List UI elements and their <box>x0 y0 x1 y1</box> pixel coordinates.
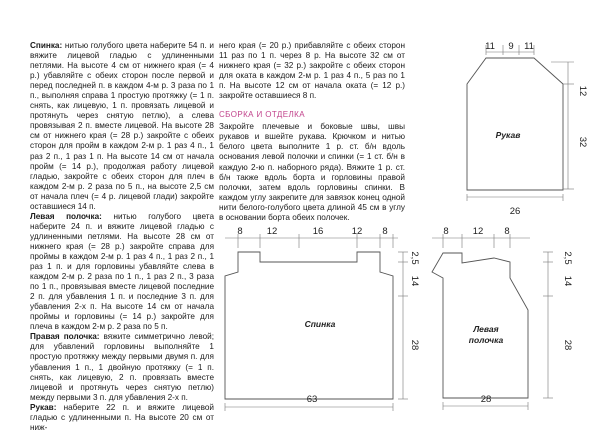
sleeve-dim-right-1: 12 <box>577 85 588 97</box>
back-dim-top-3: 16 <box>312 226 324 237</box>
paragraph-text: нитью голубого цвета наберите 54 п. и вяжите лицевой гладью с удлиненными петлями. На высоте 4 см от нижнего края (= 4 р.) убавляйте с обеих сторон после первой и перед последней п. в каждом 4-м р. 3 раза по 1 п., выполняя справа 1 простую протяжку (= 1 п. снять, как лицевую, 1 п. провязать лицевой и протянуть через снятую петлю), а слева провязывая 2 п. вместе лицевой. На высоте 28 см от нижнего края (= 28 р.) закройте с обеих сторон для пройм в каждом 2-м р. 1 раз 4 п., 1 раз 2 п., 1 раз 1 п. На высоте 14 см от начала пройм (= 14 р.), продолжая работу лицевой гладью, закройте с обеих сторон для плеч в каждом 2-м р. 2 раза по 5 п., на высоте 2,5 см от начала плеч (= 4 р. лицевой глади) закройте оставшиеся 14 п. <box>30 41 214 211</box>
paragraph-text: нитью голубого цвета наберите 24 п. и вяжите лицевой гладью с удлиненными петлями. На высоте 28 см от нижнего края (= 28 р.) закройте справа для проймы в каждом 2-м р. 1 раз 4 п., 1 раз 2 п., 1 раз 1 п. и для горловины убавляйте слева в каждом 2-м р. 2 раза по 1 п., 1 раз 2 п., 3 раза по 1 п., провязывая вместе лицевой последние 2 п. для убавления 1 п. и последние 3 п. для убавления 2-х п. На высоте 14 см от начала проймы и горловины (= 14 р.) закройте для плеча в каждом 2-м р. 2 раза по 5 п. <box>30 211 215 332</box>
sleeve-dim-top-2: 9 <box>508 41 514 52</box>
back-dim-top-5: 8 <box>382 226 388 237</box>
paragraph-text: него края (= 20 р.) прибавляйте с обеих сторон 11 раз по 1 п. через 8 р. На высоте 32 см от нижнего края (= 32 р.) закройте с обеих сторон для оката в каждом 2-м р. 1 раз 4 п., 5 раз по 1 п. На высоте 12 см от начала оката (= 12 р.) закройте оставшиеся 8 п. <box>219 41 405 101</box>
paragraph-heading: Спинка: <box>30 41 63 50</box>
back-dim-top-4: 12 <box>351 226 363 237</box>
front-label <box>469 324 504 345</box>
sleeve-shape <box>467 58 563 190</box>
back-dim-top-1: 8 <box>237 226 243 237</box>
paragraph-heading: Левая полочка: <box>30 211 102 221</box>
sleeve-dim-right-2: 32 <box>577 136 588 148</box>
paragraph-text: вяжите симметрично левой; для убавлений горловины выполняйте 1 простую протяжку между первыми двумя п. для убавления 1 п., 1 двойную протяжку (= 1 п. снять, как лицевую, 2 п. провязать вместе лицевой и протянуть через снятую петлю) между первыми 3 п. для убавления 2-х п. <box>30 332 214 402</box>
front-dim-right-1: 2,5 <box>562 251 573 265</box>
front-dim-top-2: 12 <box>472 226 484 237</box>
back-label: Спинка <box>304 319 336 329</box>
back-dim-right-1: 2,5 <box>409 251 420 265</box>
front-dim-bottom: 28 <box>480 394 492 405</box>
front-dim-top-3: 8 <box>504 226 510 237</box>
sleeve-dim-top-3: 11 <box>524 41 534 52</box>
front-dim-right-2: 14 <box>562 275 573 287</box>
sleeve-dim-top-1: 11 <box>485 41 495 52</box>
section-title: СБОРКА И ОТДЕЛКА <box>219 110 305 120</box>
sleeve-dim-bottom: 26 <box>509 206 521 217</box>
front-label-line: Левая <box>473 324 499 334</box>
front-dim-right-3: 28 <box>562 339 573 351</box>
back-dim-right-3: 28 <box>409 339 420 351</box>
back-dim-top-2: 12 <box>266 226 278 237</box>
back-dim-right-2: 14 <box>409 275 420 287</box>
front-label-line: полочка <box>468 335 504 345</box>
paragraph-heading: Правая полочка: <box>30 332 100 342</box>
paragraph-text: Закройте плечевые и боковые швы, швы рукавов и вшейте рукава. Крючком и нитью белого цвета выполните 1 р. ст. б/н вдоль основания левой полочки и спинки (= 1 ст. б/н в каждую 2-ю п. наборного ряда). Вяжите 1 р. ст. б/н также вдоль борта и горловины правой полочки, затем вдоль горловины спинки. В каждом углу закрепите для завязок конец одной нити белого-голубого цвета длиной 45 см в углу в основании борта обеих полочек. <box>219 122 405 222</box>
back-dim-bottom: 63 <box>306 394 318 405</box>
paragraph-text: наберите 22 п. и вяжите лицевой гладью с удлиненными п. На высоте 20 см от ниж- <box>30 402 214 432</box>
sleeve-label: Рукав <box>495 130 521 140</box>
front-dim-top-1: 8 <box>443 226 449 237</box>
paragraph-heading: Рукав: <box>30 402 57 412</box>
